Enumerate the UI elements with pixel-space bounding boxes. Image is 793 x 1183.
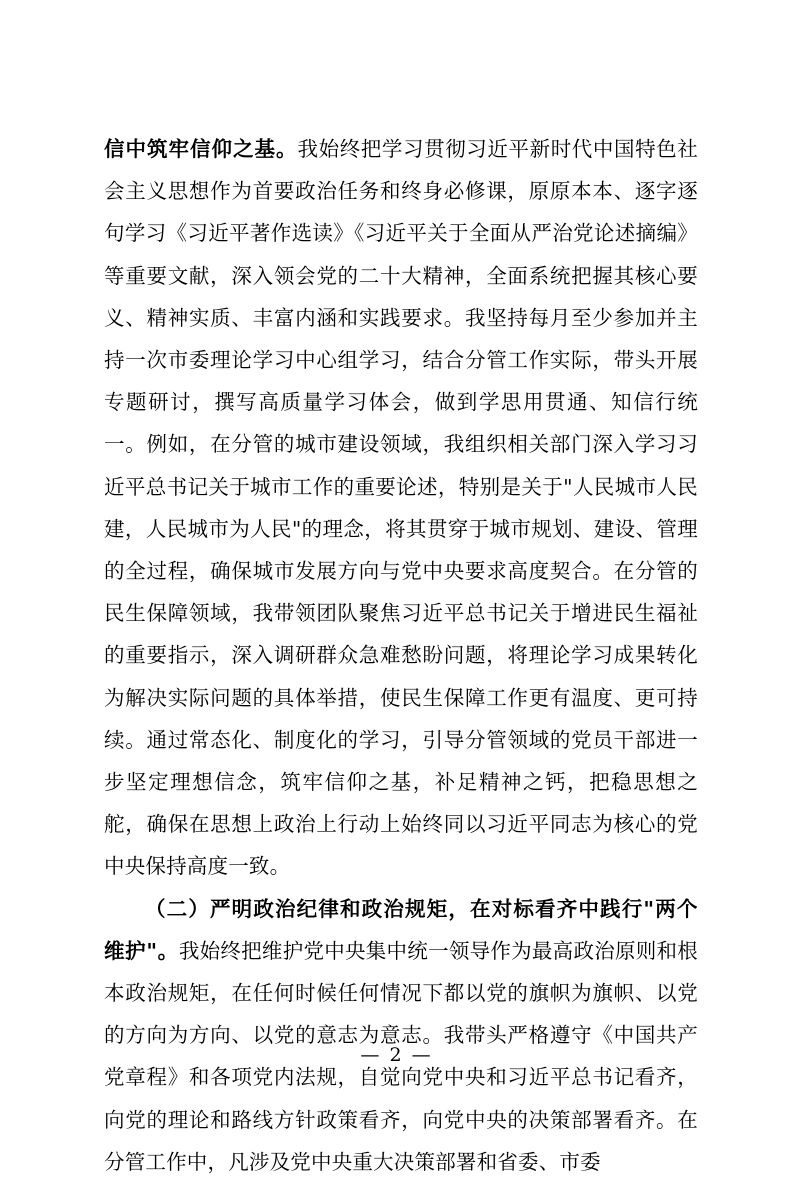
document-body <box>104 128 698 1183</box>
paragraph-2-lead: （二）严明政治纪律和政治规矩，在对标看齐中践行"两个维护"。 <box>104 896 698 963</box>
page-number: — 2 — <box>360 1044 433 1066</box>
page-footer <box>0 1044 793 1066</box>
paragraph-1-text: 我始终把学习贯彻习近平新时代中国特色社会主义思想作为首要政治任务和终身必修课，原原本本、逐字逐句学习《习近平著作选读》《习近平关于全面从严治党论述摘编》等重要文献，深入领会党的二十大精神，全面系统把握其核心要义、精神实质、丰富内涵和实践要求。我坚持每月至少参加并主持一次市委理论学习中心组学习，结合分管工作实际，带头开展专题研讨，撰写高质量学习体会，做到学思用贯通、知信行统一。例如，在分管的城市建设领域，我组织相关部门深入学习习近平总书记关于城市工作的重要论述，特别是关于"人民城市人民建，人民城市为人民"的理念，将其贯穿于城市规划、建设、管理的全过程，确保城市发展方向与党中央要求高度契合。在分管的民生保障领域，我带领团队聚焦习近平总书记关于增进民生福祉的重要指示，深入调研群众急难愁盼问题，将理论学习成果转化为解决实际问题的具体举措，使民生保障工作更有温度、更可持续。通过常态化、制度化的学习，引导分管领域的党员干部进一步坚定理想信念，筑牢信仰之基，补足精神之钙，把稳思想之舵，确保在思想上政治上行动上始终同以习近平同志为核心的党中央保持高度一致。 <box>104 137 698 879</box>
paragraph-2-text: 我始终把维护党中央集中统一领导作为最高政治原则和根本政治规矩，在任何时候任何情况下都以党的旗帜为旗帜、以党的方向为方向、以党的意志为意志。我带头严格遵守《中国共产党章程》和各项党内法规，自觉向党中央和习近平总书记看齐，向党的理论和路线方针政策看齐，向党中央的决策部署看齐。在分管工作中，凡涉及党中央重大决策部署和省委、市委 <box>104 938 698 1174</box>
paragraph-2 <box>104 888 698 1183</box>
paragraph-1-lead: 信中筑牢信仰之基。 <box>104 137 298 161</box>
paragraph-1 <box>104 128 698 888</box>
